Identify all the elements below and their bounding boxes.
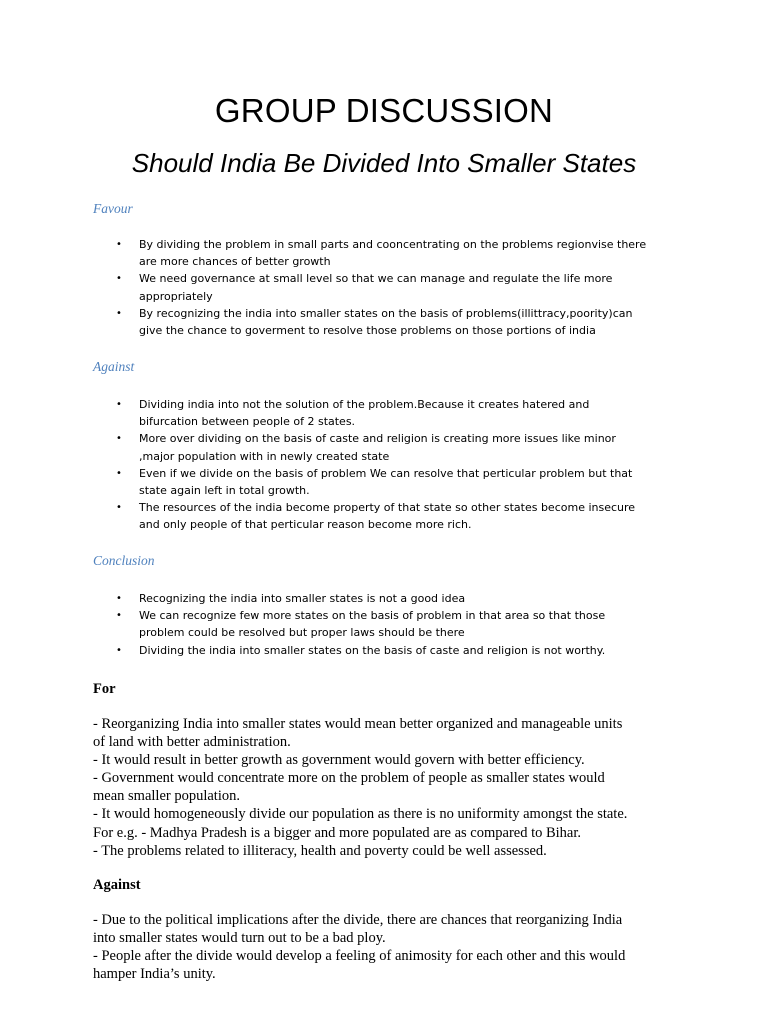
text-line: of land with better administration. bbox=[93, 734, 291, 751]
against-paragraph bbox=[93, 911, 673, 983]
against-list bbox=[0, 396, 670, 534]
text-line: - Due to the political implications after the divide, there are chances that reorganizing India bbox=[93, 912, 623, 928]
text-line: - It would homogeneously divide our population as there is no uniformity amongst the state. bbox=[93, 806, 628, 823]
bullet-icon: • bbox=[116, 593, 122, 604]
bullet-icon: • bbox=[116, 502, 122, 514]
text-line: hamper India’s unity. bbox=[93, 966, 216, 983]
against-heading: Against bbox=[93, 359, 135, 374]
text-line: - Government would concentrate more on the problem of people as smaller states would bbox=[93, 770, 605, 787]
favour-heading: Favour bbox=[93, 201, 133, 216]
list-item: • The resources of the india become property of that state so other states become insecure and only people of that perticular reason become more rich. bbox=[116, 501, 636, 532]
bullet-icon: • bbox=[116, 467, 122, 479]
bullet-icon: • bbox=[116, 273, 122, 285]
list-item: • More over dividing on the basis of caste and religion is creating more issues like minor ,major population with in newly created state bbox=[116, 432, 616, 463]
document-title: GROUP DISCUSSION bbox=[214, 92, 554, 129]
list-item: • Dividing the india into smaller states on the basis of caste and religion is not worthy. bbox=[0, 642, 670, 659]
list-item: • Even if we divide on the basis of problem We can resolve that perticular problem but that state again left in total growth. bbox=[116, 466, 633, 498]
text-line: - Reorganizing India into smaller states would mean better organized and manageable units bbox=[93, 716, 623, 732]
text-line: mean smaller population. bbox=[93, 788, 240, 805]
bullet-icon: • bbox=[116, 307, 122, 319]
conclusion-heading: Conclusion bbox=[93, 553, 155, 568]
bullet-icon: • bbox=[116, 433, 122, 445]
bullet-icon: • bbox=[116, 239, 122, 250]
list-item: • We need governance at small level so that we can manage and regulate the life more appropriately bbox=[116, 272, 613, 303]
list-item: • Dividing india into not the solution of the problem.Because it creates hatered and bifurcation between people of 2 states. bbox=[116, 398, 590, 429]
against-text-heading: Against bbox=[93, 877, 141, 893]
bullet-icon: • bbox=[116, 610, 122, 622]
text-line: - It would result in better growth as government would govern with better efficiency. bbox=[93, 752, 585, 769]
list-item: • By recognizing the india into smaller states on the basis of problems(illittracy,poority)can give the chance to goverment to resolve those problems on those portions of india bbox=[116, 306, 633, 338]
text-line: into smaller states would turn out to be a bad ploy. bbox=[93, 930, 386, 947]
conclusion-list bbox=[0, 590, 670, 659]
list-item: • By dividing the problem in small parts and cooncentrating on the problems regionvise there are more chances of better growth bbox=[116, 238, 647, 269]
bullet-icon: • bbox=[116, 399, 122, 410]
for-paragraph bbox=[93, 715, 673, 860]
for-heading: For bbox=[93, 681, 116, 697]
favour-list bbox=[0, 236, 670, 339]
list-item: • We can recognize few more states on the basis of problem in that area so that those problem could be resolved but proper laws should be there bbox=[116, 609, 606, 640]
list-item: • Recognizing the india into smaller states is not a good idea bbox=[0, 590, 670, 607]
bullet-icon: • bbox=[116, 644, 122, 656]
document-subtitle: Should India Be Divided Into Smaller States bbox=[131, 148, 637, 178]
text-line: - People after the divide would develop a feeling of animosity for each other and this would bbox=[93, 948, 626, 965]
text-line: - The problems related to illiteracy, health and poverty could be well assessed. bbox=[93, 842, 547, 859]
text-line: For e.g. - Madhya Pradesh is a bigger and more populated are as compared to Bihar. bbox=[93, 824, 582, 841]
